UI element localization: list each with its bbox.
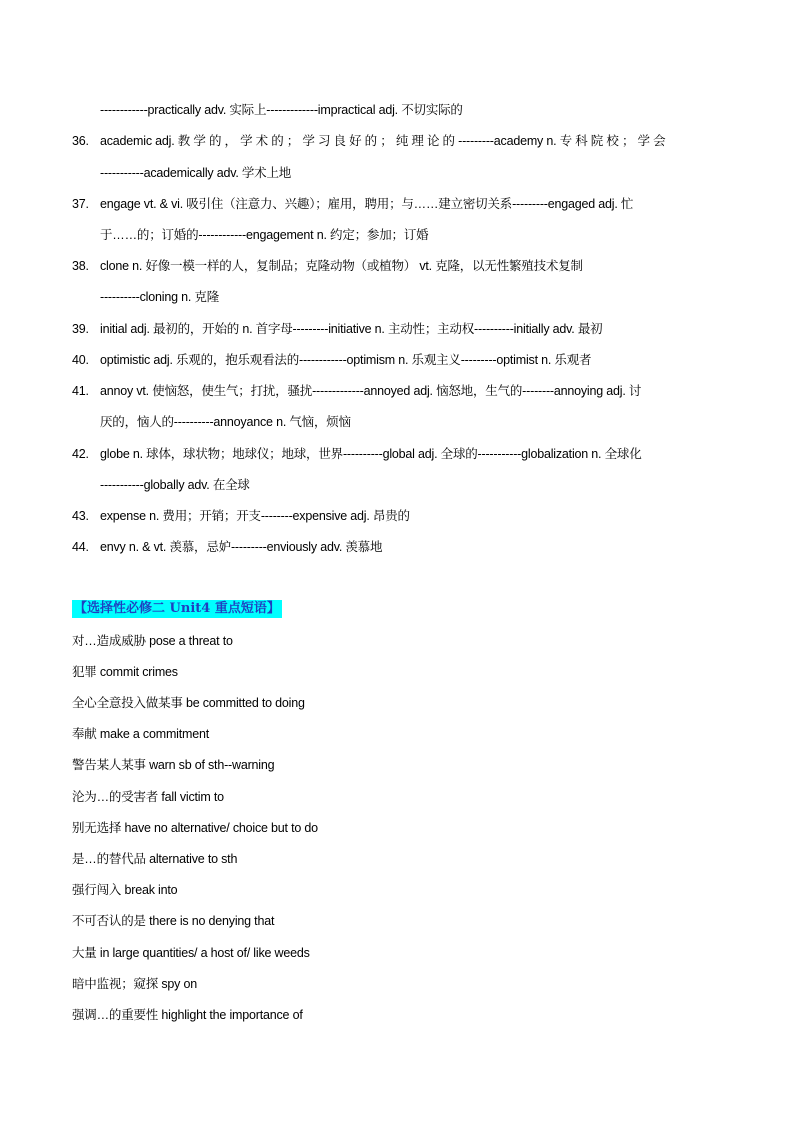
phrase-line: 大量 in large quantities/ a host of/ like weeds bbox=[72, 946, 310, 960]
phrase-line: 对…造成威胁 pose a threat to bbox=[72, 634, 233, 648]
vocab-item-text: initial adj. 最初的，开始的 n. 首字母---------initiative n. 主动性；主动权----------initially adv. 最初 bbox=[100, 322, 603, 336]
vocab-item-text: academic adj. 教 学 的 ， 学 术 的 ； 学 习 良 好 的 ； 纯 理 论 的 ---------academy n. 专 科 院 校 ； 学 会 bbox=[100, 134, 666, 148]
vocab-item-text: engage vt. & vi. 吸引住（注意力、兴趣）；雇用，聘用；与……建立密切关系---------engaged adj. 忙 bbox=[100, 197, 634, 211]
phrase-line: 全心全意投入做某事 be committed to doing bbox=[72, 696, 305, 710]
vocab-continuation-line: ------------practically adv. 实际上-------------impractical adj. 不切实际的 bbox=[100, 103, 463, 117]
vocab-item-number: 36. bbox=[72, 134, 89, 148]
vocab-item-text: globe n. 球体，球状物；地球仪；地球，世界----------global adj. 全球的-----------globalization n. 全球化 bbox=[100, 447, 642, 461]
vocab-item-number: 38. bbox=[72, 259, 89, 273]
phrase-line: 暗中监视；窥探 spy on bbox=[72, 977, 198, 991]
vocab-item-number: 44. bbox=[72, 540, 89, 554]
phrase-line: 沦为…的受害者 fall victim to bbox=[72, 790, 224, 804]
vocab-item-text-continued: ----------cloning n. 克隆 bbox=[100, 290, 220, 304]
vocab-item-text: clone n. 好像一模一样的人，复制品；克隆动物（或植物） vt. 克隆，以无性繁殖技术复制 bbox=[100, 259, 583, 273]
vocab-item-text: expense n. 费用；开销；开支--------expensive adj. 昂贵的 bbox=[100, 509, 410, 523]
vocab-item-number: 40. bbox=[72, 353, 89, 367]
phrase-line: 强行闯入 break into bbox=[72, 883, 178, 897]
vocab-item-text: optimistic adj. 乐观的，抱乐观看法的------------optimism n. 乐观主义---------optimist n. 乐观者 bbox=[100, 353, 592, 367]
phrase-line: 警告某人某事 warn sb of sth--warning bbox=[72, 758, 275, 772]
vocab-item-number: 42. bbox=[72, 447, 89, 461]
phrase-line: 强调…的重要性 highlight the importance of bbox=[72, 1008, 303, 1022]
section-heading: 【选择性必修二 Unit4 重点短语】 bbox=[74, 601, 280, 616]
phrase-line: 奉献 make a commitment bbox=[72, 727, 210, 741]
vocab-item-text: envy n. & vt. 羡慕，忌妒---------enviously adv. 羡慕地 bbox=[100, 540, 383, 554]
vocab-item-text: annoy vt. 使恼怒，使生气；打扰，骚扰-------------annoyed adj. 恼怒地，生气的--------annoying adj. 讨 bbox=[100, 384, 642, 398]
vocab-item-text-continued: -----------globally adv. 在全球 bbox=[100, 478, 250, 492]
vocab-item-number: 41. bbox=[72, 384, 89, 398]
phrase-line: 是…的替代品 alternative to sth bbox=[72, 852, 238, 866]
vocab-item-number: 37. bbox=[72, 197, 89, 211]
phrase-line: 别无选择 have no alternative/ choice but to do bbox=[72, 821, 318, 835]
vocab-item-number: 39. bbox=[72, 322, 89, 336]
vocab-item-text-continued: 厌的，恼人的----------annoyance n. 气恼，烦恼 bbox=[100, 415, 351, 429]
vocab-item-text-continued: -----------academically adv. 学术上地 bbox=[100, 166, 292, 180]
phrase-line: 犯罪 commit crimes bbox=[72, 665, 178, 679]
vocab-item-text-continued: 于……的；订婚的------------engagement n. 约定；参加；订婚 bbox=[100, 228, 429, 242]
vocab-item-number: 43. bbox=[72, 509, 89, 523]
phrase-line: 不可否认的是 there is no denying that bbox=[72, 914, 275, 928]
